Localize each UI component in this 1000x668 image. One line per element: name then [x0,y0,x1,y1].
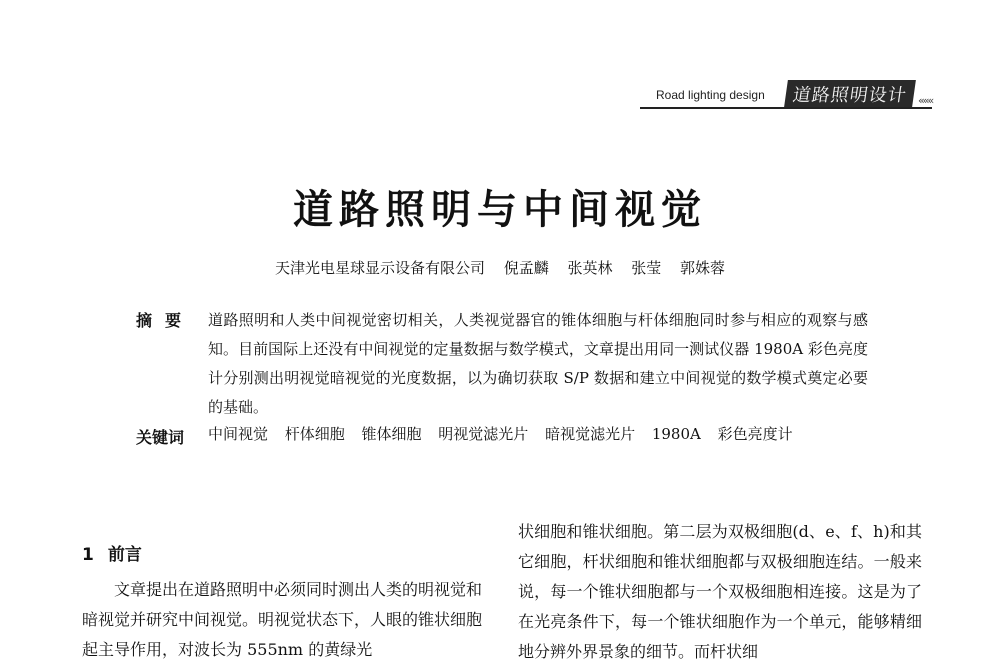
body-column-left: 文章提出在道路照明中必须同时测出人类的明视觉和暗视觉并研究中间视觉。明视觉状态下，人眼的锥状细胞起主导作用，对波长为 555nm 的黄绿光 [82,580,483,659]
keywords-text: 中间视觉 杆体细胞 锥体细胞 明视觉滤光片 暗视觉滤光片 1980A 彩色亮度计 [208,425,793,443]
body-column-right: 状细胞和锥状细胞。第二层为双极细胞(d、e、f、h)和其它细胞，杆状细胞和锥状细胞都与双极细胞连结。一般来说，每一个锥状细胞都与一个双极细胞相连接。这是为了在光亮条件下，每一个锥状细胞作为一个单元，能够精细地分辨外界景象的细节。而杆状细 [518,522,922,661]
section-heading [82,540,142,565]
article-title: 道路照明与中间视觉 [293,187,707,233]
running-header [640,80,932,110]
header-rule [640,107,932,109]
keywords-label: 关键词 [136,428,185,447]
header-chinese-tab: 道路照明设计 [784,80,916,107]
header-english: Road lighting design [656,88,765,102]
abstract-text: 道路照明和人类中间视觉密切相关，人类视觉器官的锥体细胞与杆体细胞同时参与相应的观察与感知。目前国际上还没有中间视觉的定量数据与数学模式，文章提出用同一测试仪器 1980A 彩色亮度计分别测出明视觉暗视觉的光度数据，以为确切获取 S/P 数据和建立中间视觉的数学模式奠定必要的基础。 [208,311,868,416]
section-number: 1 [82,545,94,565]
chevrons-icon: ««« [918,94,933,107]
author-line: 天津光电星球显示设备有限公司 倪孟麟 张英林 张莹 郭姝蓉 [274,259,726,277]
abstract-label: 摘要 [136,311,195,330]
section-title: 前言 [107,545,142,565]
